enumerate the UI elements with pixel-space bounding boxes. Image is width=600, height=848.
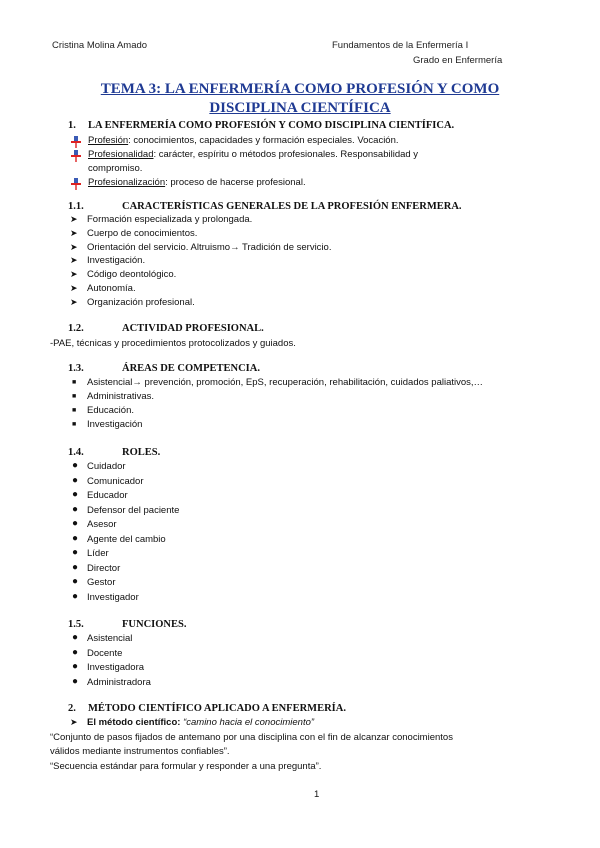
page-number: 1: [314, 789, 320, 800]
list-item: ➤ Cuerpo de conocimientos.: [70, 228, 198, 239]
arrowhead-bullet-icon: ➤: [70, 242, 78, 252]
definition-item: [70, 149, 418, 160]
arrowhead-bullet-icon: ➤: [70, 269, 78, 279]
list-item: ■ Investigación: [72, 419, 143, 430]
section-1-4-heading: [68, 447, 160, 458]
header-author: Cristina Molina Amado: [52, 40, 148, 51]
arrowhead-bullet-icon: ➤: [70, 283, 78, 293]
section-1-3-heading: [68, 363, 260, 374]
definition-term: Profesionalización: [88, 177, 166, 188]
definition-text: : proceso de hacerse profesional.: [165, 177, 306, 188]
list-item: ● Investigadora: [72, 661, 145, 673]
list-item: ➤ Organización profesional.: [70, 297, 195, 308]
section-1-1-heading: [68, 201, 462, 212]
dot-bullet-icon: ●: [72, 475, 79, 486]
quote-line: “Conjunto de pasos fijados de antemano por una disciplina con el fin de alcanzar conocimientos: [50, 732, 453, 743]
square-bullet-icon: ■: [72, 393, 77, 400]
section-number: 1.3.: [68, 363, 84, 374]
section-number: 1.4.: [68, 447, 84, 458]
arrowhead-bullet-icon: ➤: [70, 297, 78, 307]
section-number: 1.: [68, 120, 76, 131]
list-item: ● Investigador: [72, 591, 139, 603]
section-title: ÁREAS DE COMPETENCIA.: [122, 363, 260, 374]
list-item: ● Agente del cambio: [72, 533, 166, 545]
method-definition: [70, 717, 314, 728]
square-bullet-icon: ■: [72, 407, 77, 414]
pushpin-icon: [70, 136, 82, 148]
header-course: Fundamentos de la Enfermería I: [332, 40, 469, 51]
definition-term: Profesionalidad: [88, 149, 154, 160]
arrowhead-bullet-icon: ➤: [70, 214, 78, 224]
list-item: ● Defensor del paciente: [72, 504, 180, 516]
section-title: LA ENFERMERÍA COMO PROFESIÓN Y COMO DISCIPLINA CIENTÍFICA.: [88, 120, 455, 131]
list-item: ● Líder: [72, 547, 109, 559]
section-1-5-heading: [68, 619, 186, 630]
section-title: CARACTERÍSTICAS GENERALES DE LA PROFESIÓN ENFERMERA.: [122, 201, 462, 212]
definition-item: [70, 135, 399, 146]
dot-bullet-icon: ●: [72, 489, 79, 500]
page-title-line1: TEMA 3: LA ENFERMERÍA COMO PROFESIÓN Y COMO: [100, 81, 500, 97]
section-title: MÉTODO CIENTÍFICO APLICADO A ENFERMERÍA.: [88, 703, 346, 714]
dot-bullet-icon: ●: [72, 576, 79, 587]
dot-bullet-icon: ●: [72, 591, 79, 602]
definition-term: Profesión: [88, 135, 129, 146]
dot-bullet-icon: ●: [72, 632, 79, 643]
definition-item: [70, 177, 306, 188]
list-item: ● Docente: [72, 647, 123, 659]
header-degree: Grado en Enfermería: [413, 55, 503, 66]
square-bullet-icon: ■: [72, 421, 77, 428]
pushpin-icon: [70, 178, 82, 190]
quote-line: válidos mediante instrumentos confiables”.: [50, 746, 230, 757]
section-1-heading: [68, 120, 454, 131]
method-label: El método científico:: [87, 717, 181, 728]
dot-bullet-icon: ●: [72, 661, 79, 672]
dot-bullet-icon: ●: [72, 562, 79, 573]
method-quote: “camino hacia el conocimiento”: [183, 717, 315, 728]
list-item: ● Cuidador: [72, 460, 126, 472]
section-1-2-heading: [68, 323, 264, 334]
section-number: 2.: [68, 703, 76, 714]
section-title: ROLES.: [122, 447, 161, 458]
arrowhead-bullet-icon: ➤: [70, 255, 78, 265]
list-item: ■ Administrativas.: [72, 391, 155, 402]
definition-text: : carácter, espíritu o métodos profesionales. Responsabilidad y: [153, 149, 419, 160]
section-title: ACTIVIDAD PROFESIONAL.: [122, 323, 264, 334]
list-item: ➤ Investigación.: [70, 255, 146, 266]
list-item: ● Educador: [72, 489, 128, 501]
list-item: ● Administradora: [72, 676, 151, 688]
dot-bullet-icon: ●: [72, 518, 79, 529]
list-item: ● Asistencial: [72, 632, 133, 644]
list-item: ● Director: [72, 562, 121, 574]
definition-text: : conocimientos, capacidades y formación especiales. Vocación.: [128, 135, 399, 146]
section-text: -PAE, técnicas y procedimientos protocolizados y guiados.: [50, 338, 296, 349]
dot-bullet-icon: ●: [72, 533, 79, 544]
section-number: 1.1.: [68, 201, 84, 212]
arrowhead-bullet-icon: ➤: [70, 717, 78, 727]
arrowhead-bullet-icon: ➤: [70, 228, 78, 238]
list-item: ➤ Código deontológico.: [70, 269, 177, 280]
list-item: ■ Asistencial→ prevención, promoción, EpS, recuperación, rehabilitación, cuidados paliativos,…: [72, 377, 484, 388]
square-bullet-icon: ■: [72, 379, 77, 386]
list-item: ➤ Formación especializada y prolongada.: [70, 214, 253, 225]
dot-bullet-icon: ●: [72, 504, 79, 515]
section-title: FUNCIONES.: [122, 619, 187, 630]
quote-line: “Secuencia estándar para formular y responder a una pregunta”.: [50, 761, 322, 772]
dot-bullet-icon: ●: [72, 547, 79, 558]
list-item: ➤ Orientación del servicio. Altruismo→ Tradición de servicio.: [70, 242, 332, 253]
page-title-line2: DISCIPLINA CIENTÍFICA: [209, 100, 391, 116]
list-item: ● Comunicador: [72, 475, 144, 487]
list-item: ● Asesor: [72, 518, 117, 530]
list-item: ➤ Autonomía.: [70, 283, 136, 294]
section-number: 1.2.: [68, 323, 84, 334]
section-2-heading: [68, 703, 346, 714]
dot-bullet-icon: ●: [72, 647, 79, 658]
dot-bullet-icon: ●: [72, 676, 79, 687]
definition-continuation: compromiso.: [88, 163, 143, 174]
list-item: ● Gestor: [72, 576, 116, 588]
list-item: ■ Educación.: [72, 405, 135, 416]
pushpin-icon: [70, 150, 82, 162]
section-number: 1.5.: [68, 619, 84, 630]
dot-bullet-icon: ●: [72, 460, 79, 471]
